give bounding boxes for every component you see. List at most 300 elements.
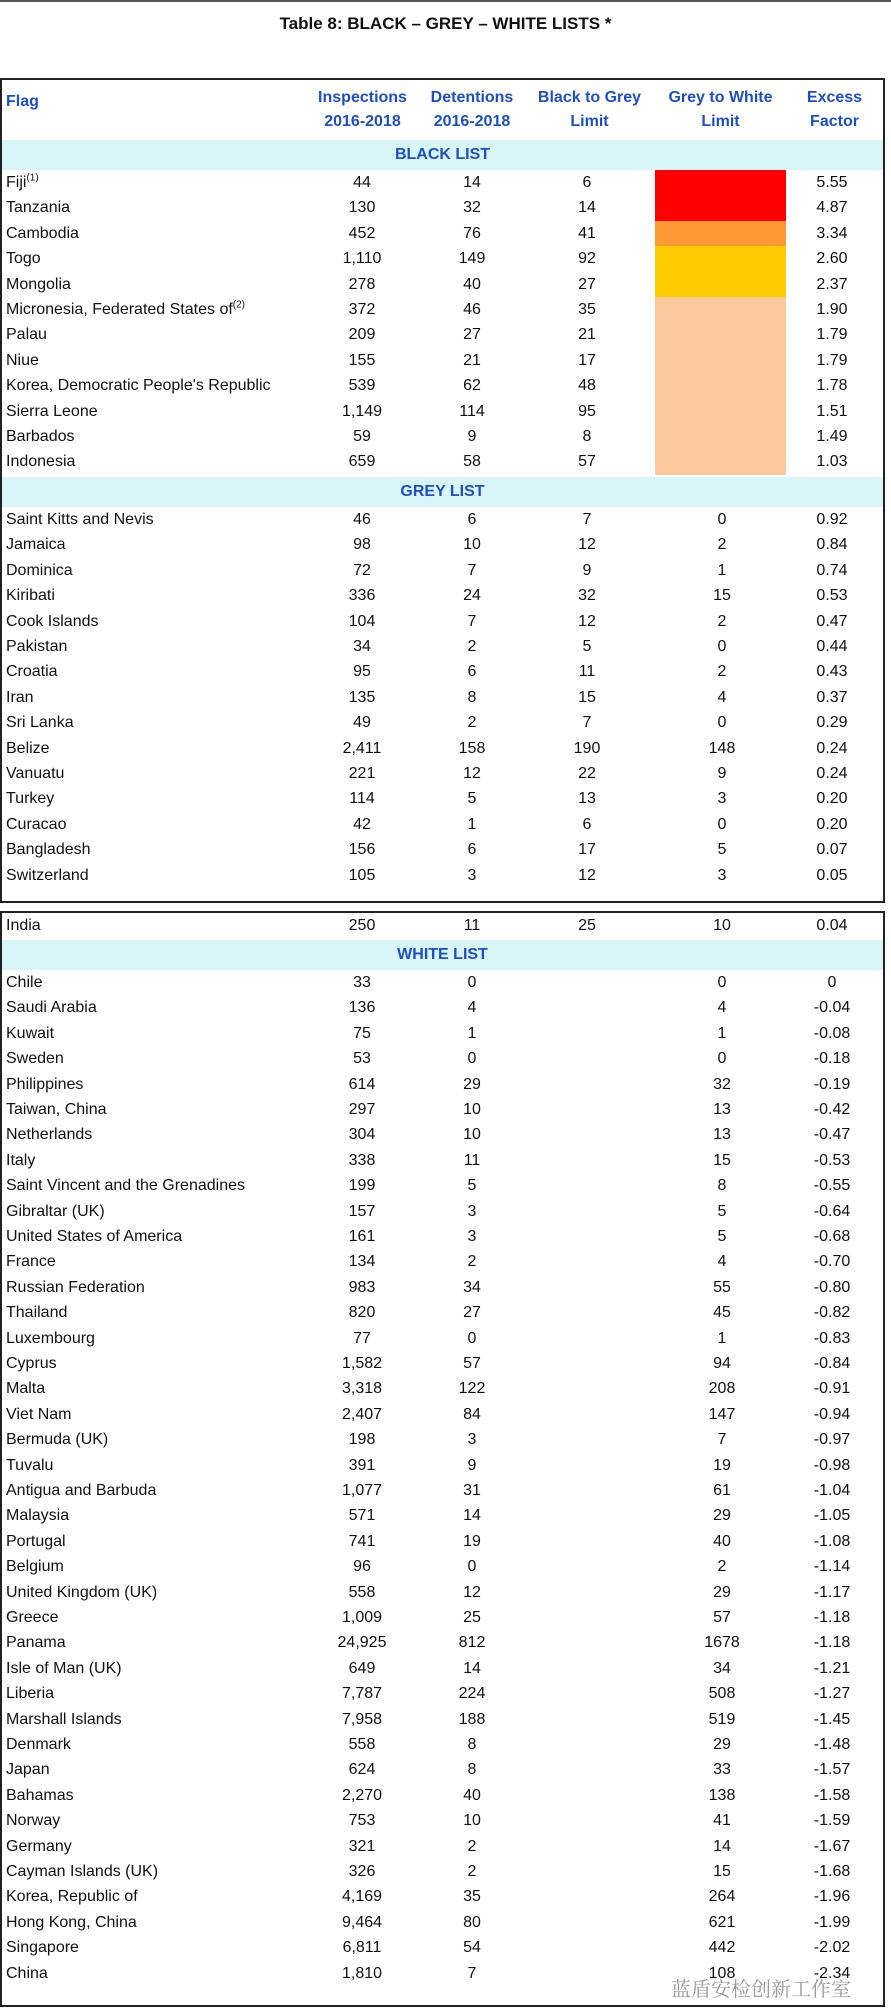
table-row — [2, 1630, 883, 1655]
flag-name: India — [6, 917, 41, 934]
black-to-grey-cell: 14 — [578, 199, 596, 217]
grey-to-white-cell: 508 — [708, 1685, 736, 1703]
flag-name: Netherlands — [6, 1126, 93, 1144]
flag-name: Singapore — [6, 1939, 79, 1957]
inspections-cell: 46 — [353, 511, 371, 528]
inspections-cell: 391 — [348, 1456, 376, 1474]
excess-factor-cell: -0.94 — [813, 1405, 851, 1423]
inspections-cell: 114 — [349, 790, 375, 808]
excess-factor-cell: -1.96 — [813, 1888, 851, 1906]
flag-name: Kuwait — [6, 1024, 55, 1042]
black-to-grey-cell: 35 — [578, 301, 596, 318]
flag-name: Japan — [6, 1761, 50, 1779]
detentions-cell: 25 — [463, 1609, 481, 1626]
flag-name: Fiji$^{(1)}$ — [6, 172, 39, 191]
flag-name: Vanuatu — [6, 765, 65, 782]
detentions-cell: 19 — [463, 1532, 481, 1550]
limit-color-cell — [655, 322, 786, 347]
flag-name: Greece — [6, 1609, 59, 1626]
table-row — [2, 1503, 883, 1528]
excess-factor-cell: 1.79 — [816, 351, 848, 369]
black-to-grey-cell: 57 — [578, 453, 596, 471]
detentions-cell: 11 — [463, 917, 481, 934]
flag-name: Saudi Arabia — [6, 999, 97, 1017]
inspections-cell: 42 — [353, 815, 371, 833]
flag-name: Hong Kong, China — [6, 1913, 137, 1931]
excess-factor-cell: -0.47 — [813, 1126, 851, 1144]
excess-factor-cell: -0.18 — [813, 1050, 851, 1068]
black-to-grey-cell: 17 — [578, 351, 596, 369]
flag-name: Curacao — [6, 815, 67, 833]
table-row — [2, 761, 883, 786]
table-row — [2, 1300, 883, 1325]
inspections-cell: 250 — [348, 917, 376, 934]
inspections-cell: 59 — [353, 428, 371, 445]
grey-to-white-cell: 32 — [713, 1075, 731, 1093]
flag-name: Indonesia — [6, 453, 76, 471]
inspections-cell: 156 — [348, 841, 376, 859]
inspections-cell: 6,811 — [342, 1939, 382, 1957]
limit-color-cell — [655, 221, 786, 246]
limit-color-cell — [655, 297, 786, 322]
flag-name: Antigua and Barbuda — [6, 1482, 157, 1499]
detentions-cell: 7 — [467, 1964, 477, 1982]
excess-factor-cell: -1.18 — [813, 1634, 851, 1652]
inspections-cell: 77 — [353, 1329, 371, 1347]
inspections-cell: 136 — [348, 999, 376, 1017]
detentions-cell: 40 — [463, 1786, 481, 1804]
table-row — [2, 863, 883, 888]
grey-to-white-cell: 147 — [708, 1405, 736, 1423]
detentions-cell: 84 — [463, 1405, 481, 1423]
grey-to-white-cell: 0 — [717, 974, 727, 991]
grey-to-white-cell: 5 — [717, 841, 727, 859]
inspections-cell: 155 — [348, 351, 376, 369]
inspections-cell: 1,149 — [341, 402, 383, 420]
table-row — [2, 532, 883, 557]
black-to-grey-cell: 11 — [578, 663, 596, 681]
limit-color-cell — [655, 373, 786, 398]
grey-to-white-cell: 14 — [713, 1837, 731, 1855]
flag-name: Chile — [6, 974, 43, 991]
inspections-cell: 104 — [348, 612, 376, 630]
table-row — [2, 970, 883, 995]
excess-factor-cell: -2.02 — [813, 1939, 851, 1957]
flag-name: Bahamas — [6, 1786, 74, 1804]
table-row — [2, 507, 883, 532]
excess-factor-cell: 1.49 — [816, 428, 848, 445]
grey-to-white-cell: 2 — [717, 663, 727, 681]
flag-name: Croatia — [6, 663, 58, 681]
flag-name: Russian Federation — [6, 1278, 145, 1296]
detentions-cell: 6 — [467, 663, 477, 681]
excess-factor-cell: 0.43 — [816, 663, 848, 681]
inspections-cell: 105 — [348, 866, 376, 884]
grey-to-white-cell: 3 — [717, 790, 727, 808]
detentions-cell: 4 — [467, 999, 477, 1017]
inspections-cell: 983 — [348, 1278, 376, 1296]
grey-to-white-cell: 34 — [713, 1659, 731, 1677]
grey-to-white-cell: 2 — [717, 612, 727, 630]
grey-to-white-cell: 13 — [713, 1101, 731, 1118]
limit-color-cell — [655, 424, 786, 449]
excess-factor-cell: 0.24 — [816, 765, 848, 782]
detentions-cell: 0 — [467, 974, 477, 991]
table-part-1 — [0, 78, 885, 903]
excess-factor-cell: 0.92 — [816, 511, 848, 528]
flag-name: Malta — [6, 1380, 46, 1398]
grey-to-white-cell: 0 — [717, 638, 727, 655]
table-row — [2, 246, 883, 271]
excess-factor-cell: -0.64 — [813, 1202, 851, 1220]
black-to-grey-cell: 12 — [578, 536, 596, 554]
header-grey-to-white: Grey to White Limit — [668, 89, 773, 130]
inspections-cell: 452 — [348, 224, 376, 242]
excess-factor-cell: 0.37 — [816, 688, 848, 706]
flag-name: Sweden — [6, 1050, 64, 1068]
limit-color-cell — [655, 272, 786, 297]
excess-factor-cell: 0.74 — [816, 561, 848, 579]
black-to-grey-cell: 32 — [578, 587, 596, 605]
detentions-cell: 6 — [467, 841, 477, 859]
black-to-grey-cell: 12 — [578, 866, 596, 884]
inspections-cell: 1,009 — [341, 1609, 383, 1626]
black-to-grey-cell: 48 — [578, 377, 596, 395]
table-part-2 — [0, 911, 885, 2007]
inspections-cell: 372 — [348, 301, 376, 318]
excess-factor-cell: -1.68 — [813, 1863, 851, 1880]
excess-factor-cell: 1.78 — [816, 377, 848, 395]
flag-name: Dominica — [6, 561, 73, 579]
excess-factor-cell: -1.67 — [813, 1837, 851, 1855]
grey-list-band: GREY LIST — [2, 477, 883, 507]
flag-name: Barbados — [6, 428, 75, 445]
inspections-cell: 326 — [348, 1863, 376, 1880]
excess-factor-cell: -0.97 — [813, 1431, 851, 1449]
detentions-cell: 0 — [467, 1329, 477, 1347]
table-row — [2, 297, 883, 322]
table-row — [2, 272, 883, 297]
detentions-cell: 32 — [463, 199, 481, 217]
inspections-cell: 98 — [353, 536, 371, 554]
detentions-cell: 35 — [463, 1888, 481, 1906]
grey-to-white-cell: 15 — [713, 1863, 731, 1880]
inspections-cell: 209 — [348, 326, 376, 344]
detentions-cell: 80 — [463, 1913, 481, 1931]
inspections-cell: 33 — [353, 974, 371, 991]
excess-factor-cell: 1.90 — [816, 301, 848, 318]
grey-to-white-cell: 29 — [713, 1736, 731, 1753]
excess-factor-cell: -0.83 — [813, 1329, 851, 1347]
grey-to-white-cell: 2 — [717, 1558, 727, 1576]
detentions-cell: 3 — [467, 1431, 477, 1449]
inspections-cell: 135 — [348, 688, 376, 706]
flag-name: Saint Vincent and the Grenadines — [6, 1177, 245, 1195]
inspections-cell: 75 — [353, 1024, 371, 1042]
inspections-cell: 134 — [348, 1253, 376, 1271]
excess-factor-cell: 1.03 — [816, 453, 848, 471]
grey-to-white-cell: 138 — [708, 1786, 736, 1804]
header-detentions: Detentions 2016-2018 — [430, 89, 514, 130]
grey-to-white-cell: 1678 — [704, 1634, 740, 1652]
excess-factor-cell: -0.82 — [813, 1304, 851, 1322]
flag-name: Micronesia, Federated States $of^{(2)}$ — [6, 299, 246, 318]
inspections-cell: 2,411 — [342, 739, 382, 757]
grey-to-white-cell: 621 — [708, 1913, 736, 1931]
table-row — [2, 1224, 883, 1249]
black-to-grey-cell: 5 — [582, 638, 592, 655]
detentions-cell: 7 — [467, 561, 477, 579]
limit-color-cell — [655, 195, 786, 220]
inspections-cell: 571 — [348, 1507, 376, 1525]
detentions-cell: 6 — [467, 511, 477, 528]
detentions-cell: 21 — [463, 351, 481, 369]
flag-name: Bangladesh — [6, 841, 91, 859]
excess-factor-cell: 4.87 — [816, 199, 848, 217]
inspections-cell: 4,169 — [341, 1888, 383, 1906]
table-row — [2, 1732, 883, 1757]
excess-factor-cell: -0.55 — [813, 1177, 851, 1195]
excess-factor-cell: 0.05 — [816, 866, 848, 884]
header-inspections: Inspections 2016-2018 — [318, 89, 407, 130]
flag-name: Luxembourg — [6, 1329, 95, 1347]
inspections-cell: 304 — [348, 1126, 376, 1144]
table-row — [2, 1122, 883, 1147]
table-row — [2, 1656, 883, 1681]
flag-name: Viet Nam — [6, 1405, 72, 1423]
black-to-grey-cell: 22 — [578, 765, 596, 782]
grey-to-white-cell: 15 — [713, 587, 731, 605]
grey-to-white-cell: 264 — [708, 1888, 736, 1906]
flag-name: China — [6, 1964, 48, 1982]
black-to-grey-cell: 21 — [578, 326, 596, 344]
detentions-cell: 2 — [467, 638, 477, 655]
table-row — [2, 1326, 883, 1351]
table-row — [2, 1834, 883, 1859]
table-row — [2, 1884, 883, 1909]
detentions-cell: 8 — [467, 1736, 477, 1753]
detentions-cell: 12 — [463, 1583, 481, 1601]
flag-name: Tuvalu — [6, 1456, 54, 1474]
excess-factor-cell: -0.53 — [813, 1151, 851, 1169]
inspections-cell: 9,464 — [341, 1913, 383, 1931]
flag-name: Cambodia — [6, 224, 79, 242]
inspections-cell: 1,582 — [341, 1355, 383, 1372]
flag-name: Malaysia — [6, 1507, 70, 1525]
flag-name: France — [6, 1253, 56, 1271]
grey-to-white-cell: 61 — [713, 1482, 731, 1499]
flag-name: Liberia — [6, 1685, 55, 1703]
limit-color-cell — [655, 348, 786, 373]
table-row — [2, 558, 883, 583]
excess-factor-cell: -0.98 — [813, 1456, 851, 1474]
flag-name: Korea, Republic of — [6, 1888, 138, 1906]
grey-to-white-cell: 15 — [713, 1151, 731, 1169]
grey-to-white-cell: 5 — [717, 1202, 727, 1220]
grey-to-white-cell: 3 — [717, 866, 727, 884]
excess-factor-cell: 0.20 — [816, 790, 848, 808]
table-row — [2, 1453, 883, 1478]
grey-to-white-cell: 442 — [708, 1939, 736, 1957]
flag-name: Isle of Man (UK) — [6, 1659, 122, 1677]
excess-factor-cell: 2.37 — [816, 275, 848, 293]
table-row — [2, 322, 883, 347]
table-row — [2, 583, 883, 608]
inspections-cell: 1,810 — [341, 1964, 383, 1982]
excess-factor-cell: -0.91 — [813, 1380, 851, 1398]
inspections-cell: 95 — [353, 663, 371, 681]
table-row — [2, 1554, 883, 1579]
limit-color-cell — [655, 399, 786, 424]
detentions-cell: 3 — [467, 1202, 477, 1220]
flag-name: Switzerland — [6, 866, 89, 884]
inspections-cell: 753 — [348, 1812, 376, 1830]
flag-name: Korea, Democratic People's Republic — [6, 377, 271, 395]
grey-to-white-cell: 148 — [708, 739, 736, 757]
excess-factor-cell: -0.70 — [813, 1253, 851, 1271]
inspections-cell: 198 — [348, 1431, 376, 1449]
flag-name: Bermuda (UK) — [6, 1431, 109, 1449]
page-title: Table 8: BLACK – GREY – WHITE LISTS * — [279, 14, 612, 33]
excess-factor-cell: 0.07 — [816, 841, 848, 859]
detentions-cell: 149 — [458, 250, 486, 268]
table-row — [2, 1376, 883, 1401]
flag-name: Belgium — [6, 1558, 64, 1576]
detentions-cell: 8 — [467, 1761, 477, 1779]
inspections-cell: 820 — [348, 1304, 376, 1322]
detentions-cell: 812 — [458, 1634, 486, 1652]
grey-to-white-cell: 57 — [713, 1609, 731, 1626]
grey-to-white-cell: 0 — [717, 1050, 727, 1068]
footnote-marker: (2) — [232, 299, 246, 311]
grey-to-white-cell: 5 — [717, 1228, 727, 1245]
inspections-cell: 24,925 — [337, 1634, 387, 1652]
flag-name: Cook Islands — [6, 612, 99, 630]
table-row — [2, 659, 883, 684]
limit-color-cell — [655, 246, 786, 271]
grey-to-white-cell: 0 — [717, 511, 727, 528]
black-to-grey-cell: 27 — [578, 275, 596, 293]
flag-name: United Kingdom (UK) — [6, 1583, 158, 1601]
inspections-cell: 34 — [353, 638, 371, 655]
excess-factor-cell: -0.42 — [813, 1101, 851, 1118]
excess-factor-cell: -0.84 — [813, 1355, 851, 1372]
table-row — [2, 1046, 883, 1071]
inspections-cell: 1,110 — [342, 250, 382, 268]
inspections-cell: 278 — [348, 275, 376, 293]
grey-to-white-cell: 1 — [717, 1329, 727, 1347]
limit-color-cell — [655, 170, 786, 195]
flag-name: Turkey — [6, 790, 55, 808]
table-row — [2, 1910, 883, 1935]
table-header — [2, 80, 883, 140]
detentions-cell: 14 — [463, 174, 481, 191]
black-to-grey-cell: 7 — [582, 714, 592, 732]
detentions-cell: 9 — [467, 428, 477, 445]
detentions-cell: 76 — [463, 224, 481, 242]
grey-to-white-cell: 29 — [713, 1583, 731, 1601]
table-row — [2, 1275, 883, 1300]
flag-name: Palau — [6, 326, 47, 344]
detentions-cell: 62 — [463, 377, 481, 395]
inspections-cell: 649 — [348, 1659, 376, 1677]
inspections-cell: 338 — [348, 1151, 376, 1169]
table-row — [2, 1249, 883, 1274]
table-row — [2, 1072, 883, 1097]
excess-factor-cell: 2.60 — [816, 250, 848, 268]
detentions-cell: 5 — [467, 790, 477, 808]
excess-factor-cell: -1.27 — [813, 1685, 851, 1703]
flag-name: Iran — [6, 688, 34, 706]
black-to-grey-cell: 13 — [578, 790, 596, 808]
inspections-cell: 72 — [353, 561, 371, 579]
detentions-cell: 8 — [467, 688, 477, 706]
detentions-cell: 9 — [467, 1456, 477, 1474]
table-row — [2, 449, 883, 474]
inspections-cell: 157 — [348, 1202, 376, 1220]
detentions-cell: 14 — [463, 1507, 481, 1525]
excess-factor-cell: 1.51 — [816, 402, 848, 420]
table-row — [2, 995, 883, 1020]
table-row — [2, 1808, 883, 1833]
black-to-grey-cell: 6 — [582, 815, 592, 833]
flag-name: Cyprus — [6, 1355, 57, 1372]
flag-name: Belize — [6, 739, 50, 757]
flag-name: Sri Lanka — [6, 714, 74, 732]
table-row — [2, 170, 883, 195]
inspections-cell: 539 — [348, 377, 376, 395]
black-to-grey-cell: 9 — [582, 561, 592, 579]
excess-factor-cell: 0.44 — [816, 638, 848, 655]
grey-to-white-cell: 4 — [717, 688, 727, 706]
flag-name: Philippines — [6, 1075, 84, 1093]
detentions-cell: 188 — [458, 1710, 486, 1728]
grey-to-white-cell: 1 — [717, 1024, 727, 1042]
inspections-cell: 558 — [348, 1583, 376, 1601]
flag-name: Kiribati — [6, 587, 55, 605]
excess-factor-cell: 0.53 — [816, 587, 848, 605]
header-black-to-grey: Black to Grey Limit — [537, 89, 642, 130]
black-list-band: BLACK LIST — [2, 140, 883, 170]
detentions-cell: 10 — [463, 1126, 481, 1144]
table-row — [2, 710, 883, 735]
excess-factor-cell: -0.80 — [813, 1278, 851, 1296]
detentions-cell: 24 — [463, 587, 481, 605]
excess-factor-cell: -1.45 — [813, 1710, 851, 1728]
header-flag: Flag — [6, 93, 39, 110]
excess-factor-cell: -1.14 — [813, 1558, 851, 1576]
excess-factor-cell: -0.04 — [813, 999, 851, 1017]
black-to-grey-cell: 41 — [578, 224, 596, 242]
black-to-grey-cell: 7 — [582, 511, 592, 528]
table-row — [2, 424, 883, 449]
detentions-cell: 10 — [463, 1812, 481, 1830]
detentions-cell: 2 — [467, 1253, 477, 1271]
table-row — [2, 1402, 883, 1427]
table-row — [2, 1199, 883, 1224]
table-row — [2, 1859, 883, 1884]
inspections-cell: 1,077 — [341, 1482, 383, 1499]
table-row — [2, 736, 883, 761]
table-row — [2, 195, 883, 220]
detentions-cell: 58 — [463, 453, 481, 471]
table-row — [2, 1783, 883, 1808]
excess-factor-cell: -1.57 — [813, 1761, 851, 1779]
header-excess: Excess Factor — [806, 89, 863, 130]
excess-factor-cell: -0.19 — [813, 1075, 851, 1093]
white-list-band: WHITE LIST — [2, 940, 883, 970]
inspections-cell: 614 — [348, 1075, 376, 1093]
